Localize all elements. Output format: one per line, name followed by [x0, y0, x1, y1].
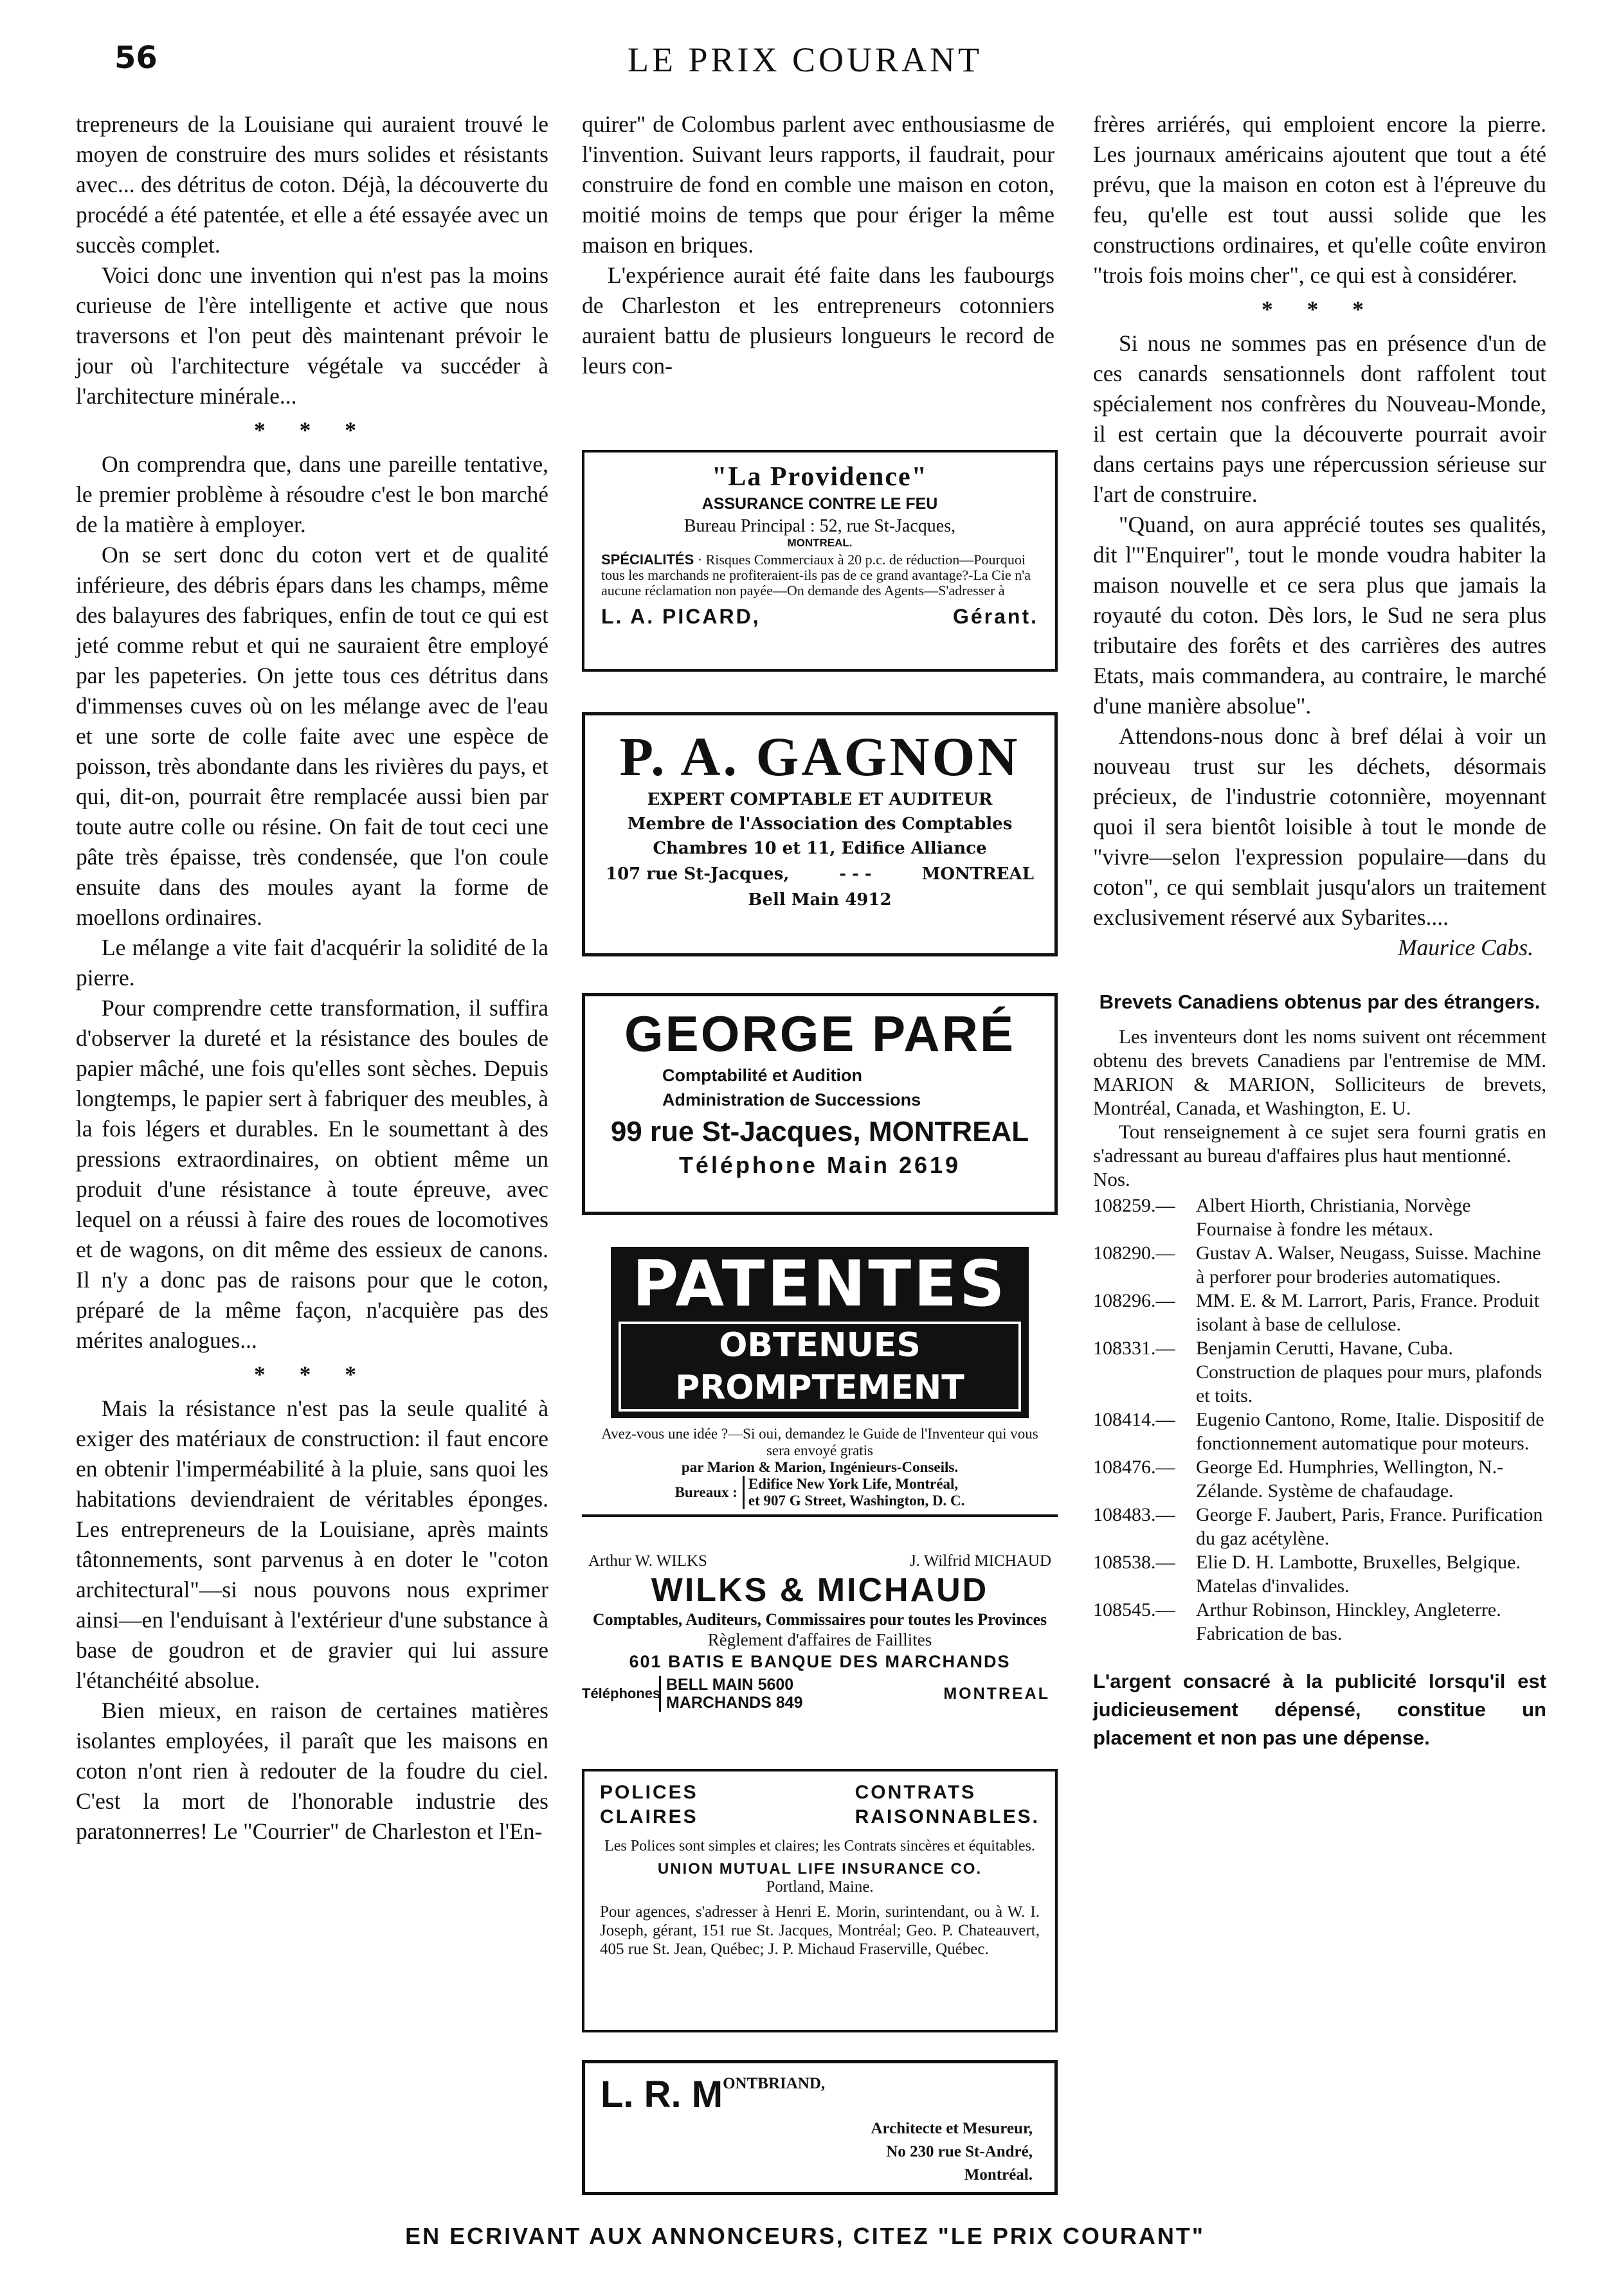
- paragraph: L'expérience aurait été faite dans les faubourgs de Charleston et les entrepreneurs cotonniers auraient battu de plusieurs longueurs le record de leurs con-: [582, 262, 1054, 379]
- phone-numbers: [659, 1676, 885, 1712]
- ad-line: Membre de l'Association des Comptables: [627, 814, 1013, 834]
- ad-subtitle: ASSURANCE CONTRE LE FEU: [701, 495, 938, 513]
- specialties-text: Risques Commerciaux à 20 p.c. de réduction—Pourquoi tous les marchands ne profiteraient-ils pas de ce grand avantage?-La Cie n'a aucune réclamation non payée—On demande des Agents—S'adresser à: [601, 552, 1031, 598]
- ad-title-row: [601, 2072, 1039, 2117]
- ad-phone: Bell Main 4912: [748, 890, 892, 910]
- header-line: RAISONNABLES.: [855, 1806, 1040, 1827]
- ad-la-providence: [582, 450, 1058, 672]
- ad-offices: [588, 1476, 1051, 1509]
- ad-manager-row: [601, 605, 1038, 629]
- ad-union-mutual: [582, 1769, 1058, 2032]
- list-item: [1093, 1408, 1546, 1455]
- ad-header-row: [600, 1780, 1040, 1829]
- paragraph: Bien mieux, en raison de certaines matières isolantes employées, il paraît que les maisons en coton n'ont rien à redouter de la foudre du ciel. C'est la mort de l'honorable industrie des paratonnerres! Le "Courrier" de Charleston et l'En-: [76, 1698, 548, 1844]
- ad-line: Règlement d'affaires de Faillites: [707, 1630, 932, 1649]
- ad-line: Chambres 10 et 11, Edifice Alliance: [653, 839, 987, 858]
- page-footer: EN ECRIVANT AUX ANNONCEURS, CITEZ "LE PRIX COURANT": [405, 2223, 1205, 2249]
- ad-title: WILKS & MICHAUD: [651, 1572, 989, 1609]
- phone-number: MARCHANDS 849: [666, 1694, 803, 1712]
- ad-subtitle: OBTENUES PROMPTEMENT: [619, 1322, 1021, 1412]
- patent-list: [1093, 1194, 1546, 1646]
- specialties-label: SPÉCIALITÉS: [601, 552, 694, 568]
- closing-note: L'argent consacré à la publicité lorsqu'il est judicieusement dépensé, constitue un placement et non pas une dépense.: [1093, 1670, 1546, 1749]
- patent-number: 108259.—: [1093, 1195, 1175, 1216]
- patentes-banner: [611, 1247, 1029, 1418]
- ad-company: UNION MUTUAL LIFE INSURANCE CO.: [657, 1860, 982, 1878]
- patent-number: 108483.—: [1093, 1504, 1175, 1525]
- list-item: [1093, 1455, 1546, 1503]
- patent-description: Arthur Robinson, Hinckley, Angleterre. Fabrication de bas.: [1196, 1599, 1501, 1644]
- paragraph: On se sert donc du coton vert et de qualité inférieure, des débris épars dans les champs, même des balayures des fabriques, enfin de tout ce qui est jeté comme rebut et qui ne sauraient être employé par les papeteries. On jette tous ces détritus dans d'immenses cuves où on les mélange avec de l'eau et une sorte de colle faite avec une espèce de poisson, très abondante dans les rivières du pays, et qui, dit-on, pourrait être remplacée aussi bien par toute autre colle ou résine. On fait de tout ceci une pâte très épaisse, très condensée, que l'on coule ensuite dans des moules ayant la forme de moellons ordinaires.: [76, 542, 548, 930]
- list-label: Nos.: [1093, 1168, 1130, 1190]
- list-item: [1093, 1598, 1546, 1646]
- ad-phone: Téléphone Main 2619: [678, 1152, 961, 1178]
- office-line: et 907 G Street, Washington, D. C.: [748, 1493, 965, 1509]
- ad-george-pare: [582, 993, 1058, 1215]
- offices-list: [743, 1476, 965, 1509]
- patent-description: George F. Jaubert, Paris, France. Purification du gaz acétylène.: [1196, 1504, 1543, 1549]
- paragraph: trepreneurs de la Louisiane qui auraient trouvé le moyen de construire des murs solides et résistants avec... des détritus de coton. Déjà, la découverte du procédé a été patentée, et elle a été essayée avec un succès complet.: [76, 111, 548, 258]
- ad-header-right: [855, 1780, 1040, 1829]
- ad-city: MONTREAL: [921, 865, 1034, 884]
- patent-description: Albert Hiorth, Christiania, Norvège Fournaise à fondre les métaux.: [1196, 1195, 1471, 1240]
- ad-body: Les Polices sont simples et claires; les Contrats sincères et équitables.: [604, 1838, 1035, 1854]
- ad-specialties: SPÉCIALITÉS · Risques Commerciaux à 20 p.c. de réduction—Pourquoi tous les marchands ne profiteraient-ils pas de ce grand avantage?-La Cie n'a aucune réclamation non payée—On demande des Agents—S'adresser à: [601, 552, 1031, 598]
- header-line: CLAIRES: [600, 1806, 698, 1827]
- ad-city: MONTREAL: [943, 1684, 1050, 1703]
- ad-line: Comptabilité et Audition: [662, 1066, 862, 1085]
- paragraph: Attendons-nous donc à bref délai à voir un nouveau trust sur les déchets, désormais précieux, de l'industrie cotonnière, moyennant quoi il sera bientôt loisible à tout le monde de "vivre—selon l'expression populaire—dans du coton", ce qui semblait jusqu'alors un traitement exclusivement réservé aux Sybarites....: [1093, 723, 1546, 930]
- manager-role: Gérant.: [952, 605, 1038, 628]
- ad-line: Architecte et Mesureur,: [871, 2120, 1033, 2137]
- ad-initials: L. R. M: [601, 2074, 723, 2115]
- ad-title: "La Providence": [712, 462, 928, 492]
- phone-number: BELL MAIN 5600: [666, 1676, 794, 1694]
- ad-address: 107 rue St-Jacques,: [606, 865, 790, 884]
- ad-phone-row: [582, 1676, 1058, 1712]
- patent-number: 108331.—: [1093, 1338, 1175, 1359]
- patent-number: 108414.—: [1093, 1409, 1175, 1430]
- patent-number: 108538.—: [1093, 1552, 1175, 1573]
- offices-label: Bureaux :: [674, 1484, 737, 1500]
- section-separator: * * *: [254, 1361, 370, 1387]
- ad-wilks-michaud: [582, 1552, 1058, 1745]
- manager-name: L. A. PICARD,: [601, 605, 761, 628]
- patent-description: George Ed. Humphries, Wellington, N.-Zélande. Système de chafaudage.: [1196, 1457, 1504, 1502]
- patent-description: Eugenio Cantono, Rome, Italie. Dispositif de fonctionnement automatique pour moteurs.: [1196, 1409, 1544, 1454]
- ad-line: No 230 rue St-André,: [886, 2143, 1033, 2160]
- list-item: [1093, 1336, 1546, 1408]
- ad-dashes: - - -: [839, 865, 872, 884]
- column-1: [76, 109, 548, 1847]
- ad-address-row: [598, 861, 1042, 888]
- paragraph: Si nous ne sommes pas en présence d'un de ces canards sensationnels dont raffolent tout spécialement nos confrères du Nouveau-Monde, il est certain que la découverte pourrait avoir dans certains pays une répercussion sérieuse sur l'art de construire.: [1093, 330, 1546, 507]
- paragraph: Voici donc une invention qui n'est pas la moins curieuse de l'ère intelligente et active que nous traversons et l'on peut dès maintenant prévoir le jour où l'architecture végétale va succéder à l'architecture minérale...: [76, 262, 548, 409]
- section-separator: * * *: [254, 417, 370, 443]
- ad-partners: [582, 1552, 1058, 1570]
- patent-description: MM. E. & M. Larrort, Paris, France. Produit isolant à base de cellulose.: [1196, 1290, 1540, 1335]
- list-item: [1093, 1550, 1546, 1598]
- ad-line: par Marion & Marion, Ingénieurs-Conseils.: [681, 1459, 959, 1475]
- section-separator: * * *: [1262, 296, 1378, 322]
- header-line: CONTRATS: [855, 1782, 977, 1803]
- column-3: [1093, 109, 1546, 1752]
- paragraph: Mais la résistance n'est pas la seule qualité à exiger des matériaux de construction: il faut encore en obtenir l'imperméabilité à la pluie, sans quoi les habitations deviendraient de véritables éponges. Les entrepreneurs de la Louisiane, après maints tâtonnements, sont parvenus à en doter le "coton architectural"—si nous pouvons nous exprimer ainsi—en l'enduisant à l'extérieur d'une substance à base de goudron et de gravier qui lui assure l'étanchéité absolue.: [76, 1395, 548, 1693]
- ad-address: 99 rue St-Jacques, MONTREAL: [610, 1116, 1029, 1147]
- ad-title: P. A. GAGNON: [619, 726, 1020, 787]
- phone-label: Téléphones: [582, 1685, 661, 1701]
- patent-description: Elie D. H. Lambotte, Bruxelles, Belgique. Matelas d'invalides.: [1196, 1552, 1521, 1597]
- paragraph: "Quand, on aura apprécié toutes ses qualités, dit l'"Enquirer", tout le monde voudra habiter la maison nouvelle et ce sera plus que jamais la royauté du coton. Dès lors, le Sud ne sera plus tributaire des forêts et des carrières des autres Etats, mais commandera, au contraire, le marché d'une manière absolue".: [1093, 512, 1546, 719]
- ad-lines: [601, 2117, 1039, 2187]
- patent-number: 108476.—: [1093, 1457, 1175, 1478]
- paragraph: Les inventeurs dont les noms suivent ont récemment obtenu des brevets Canadiens par l'entremise de MM. MARION & MARION, Solliciteurs de brevets, Montréal, Canada, et Washington, E. U.: [1093, 1025, 1546, 1119]
- ad-title: PATENTES: [632, 1248, 1008, 1321]
- patent-number: 108296.—: [1093, 1290, 1175, 1311]
- paragraph: Pour comprendre cette transformation, il suffira d'observer la dureté et la résistance des boules de papier mâché, une fois qu'elles sont sèches. Depuis longtemps, le papier sert à fabriquer des meubles, à la fois légers et durables. En le soumettant à des pressions extraordinaires, on obtient même un produit d'une résistance à toute épreuve, avec lequel on a réussi à faire des roues de locomotives et de wagons, on dit même des essieux de canons. Il n'y a donc pas de raisons pour que le coton, préparé de la même façon, n'acquière pas des mérites analogues...: [76, 995, 548, 1353]
- paragraph: On comprendra que, dans une pareille tentative, le premier problème à résoudre c'est le bon marché de la matière à employer.: [76, 451, 548, 537]
- paragraph: frères arriérés, qui emploient encore la pierre. Les journaux américains ajoutent que tout a été prévu, que la maison en coton est à l'épreuve du feu, qu'elle est tout aussi solide que les constructions ordinaires, et qu'elle coûte environ "trois fois moins cher", ce qui est à considérer.: [1093, 111, 1546, 288]
- section-heading: Brevets Canadiens obtenus par des étrangers.: [1099, 991, 1541, 1013]
- column-2: [582, 109, 1054, 381]
- ad-city: Portland, Maine.: [766, 1878, 874, 1896]
- article-signature: Maurice Cabs.: [1397, 935, 1533, 960]
- ad-address: 601 BATIS E BANQUE DES MARCHANDS: [629, 1652, 1011, 1671]
- paragraph: Le mélange a vite fait d'acquérir la solidité de la pierre.: [76, 935, 548, 991]
- paragraph: Tout renseignement à ce sujet sera fourni gratis en s'adressant au bureau d'affaires plus haut mentionné.: [1093, 1120, 1546, 1167]
- ad-patentes: [582, 1247, 1058, 1517]
- list-item: [1093, 1241, 1546, 1289]
- ad-line: EXPERT COMPTABLE ET AUDITEUR: [647, 790, 993, 809]
- running-title: LE PRIX COURANT: [627, 40, 982, 79]
- office-line: Edifice New York Life, Montréal,: [748, 1476, 959, 1492]
- partner-name: Arthur W. WILKS: [588, 1552, 707, 1570]
- ad-address: Bureau Principal : 52, rue St-Jacques,: [683, 516, 956, 536]
- ad-agents: Pour agences, s'adresser à Henri E. Morin, surintendant, ou à W. I. Joseph, gérant, 151 rue St. Jacques, Montréal; Geo. P. Chateauvert, 405 rue St. Jean, Québec; J. P. Michaud Fraserville, Québec.: [600, 1903, 1040, 1958]
- patent-description: Benjamin Cerutti, Havane, Cuba. Construction de plaques pour murs, plafonds et toits.: [1196, 1338, 1542, 1406]
- patent-number: 108290.—: [1093, 1242, 1175, 1264]
- ad-line: Administration de Successions: [662, 1090, 921, 1109]
- ad-surname: ONTBRIAND,: [723, 2075, 826, 2092]
- list-item: [1093, 1289, 1546, 1336]
- ad-header-left: [600, 1780, 698, 1829]
- ad-line: Avez-vous une idée ?—Si oui, demandez le Guide de l'Inventeur qui vous sera envoyé gratis: [601, 1426, 1038, 1458]
- ad-gagnon: [582, 712, 1058, 956]
- ad-title: GEORGE PARÉ: [624, 1005, 1015, 1062]
- patent-description: Gustav A. Walser, Neugass, Suisse. Machine à perforer pour broderies automatiques.: [1196, 1242, 1541, 1287]
- ad-body: [588, 1426, 1051, 1509]
- ad-line: Montréal.: [964, 2166, 1033, 2184]
- list-item: [1093, 1503, 1546, 1550]
- ad-montbriand: [582, 2060, 1058, 2195]
- page-number: 56: [114, 40, 158, 76]
- header-line: POLICES: [600, 1782, 698, 1803]
- paragraph: quirer" de Colombus parlent avec enthousiasme de l'invention. Suivant leurs rapports, il faudrait, pour construire de fond en comble une maison en coton, moitié moins de temps que pour ériger la même maison en briques.: [582, 111, 1054, 258]
- patent-number: 108545.—: [1093, 1599, 1175, 1620]
- list-item: [1093, 1194, 1546, 1241]
- partner-name: J. Wilfrid MICHAUD: [909, 1552, 1051, 1570]
- ad-city: MONTREAL.: [787, 537, 853, 549]
- ad-line: Comptables, Auditeurs, Commissaires pour toutes les Provinces: [592, 1610, 1047, 1629]
